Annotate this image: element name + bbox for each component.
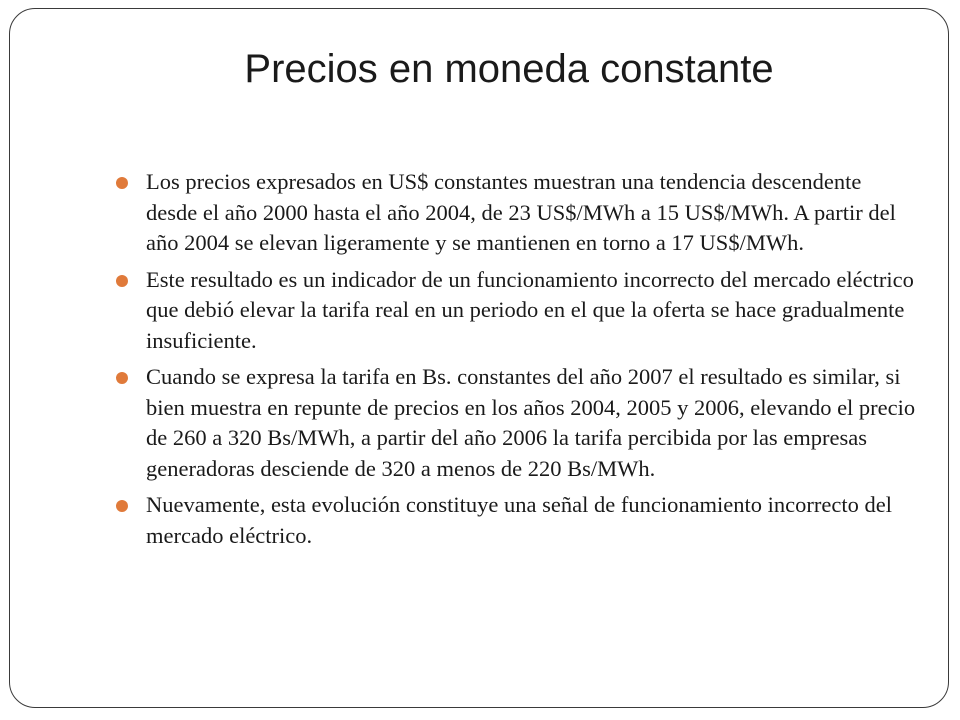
bullet-text: Cuando se expresa la tarifa en Bs. constantes del año 2007 el resultado es similar, si bien muestra en repunte de precios en los años 2004, 2005 y 2006, elevando el precio de 260 a 320 Bs/MWh, a partir del año 2006 la tarifa percibida por las empresas generadoras desciende de 320 a menos de 220 Bs/MWh.: [146, 364, 916, 481]
bullet-text: Este resultado es un indicador de un funcionamiento incorrecto del mercado eléctrico que debió elevar la tarifa real en un periodo en el que la oferta se hace gradualmente insuficiente.: [146, 266, 914, 353]
bullet-dot-icon: [116, 275, 128, 287]
bullet-text: Los precios expresados en US$ constantes muestran una tendencia descendente desde el año 2000 hasta el año 2004, de 23 US$/MWh a 15 US$/MWh. A partir del año 2004 se elevan ligeramente y se mantienen en torno a 17 US$/MWh.: [146, 169, 896, 255]
bullet-item: [116, 265, 916, 357]
bullet-dot-icon: [116, 372, 128, 384]
slide-frame: [9, 8, 949, 708]
bullet-dot-icon: [116, 500, 128, 512]
bullet-item: [116, 167, 916, 259]
slide-title: Precios en moneda constante: [244, 47, 774, 91]
bullet-dot-icon: [116, 177, 128, 189]
bullet-text: Nuevamente, esta evolución constituye una señal de funcionamiento incorrecto del mercado eléctrico.: [146, 492, 892, 548]
bullet-item: [116, 490, 916, 551]
bullet-list: [116, 167, 916, 557]
bullet-item: [116, 362, 916, 484]
